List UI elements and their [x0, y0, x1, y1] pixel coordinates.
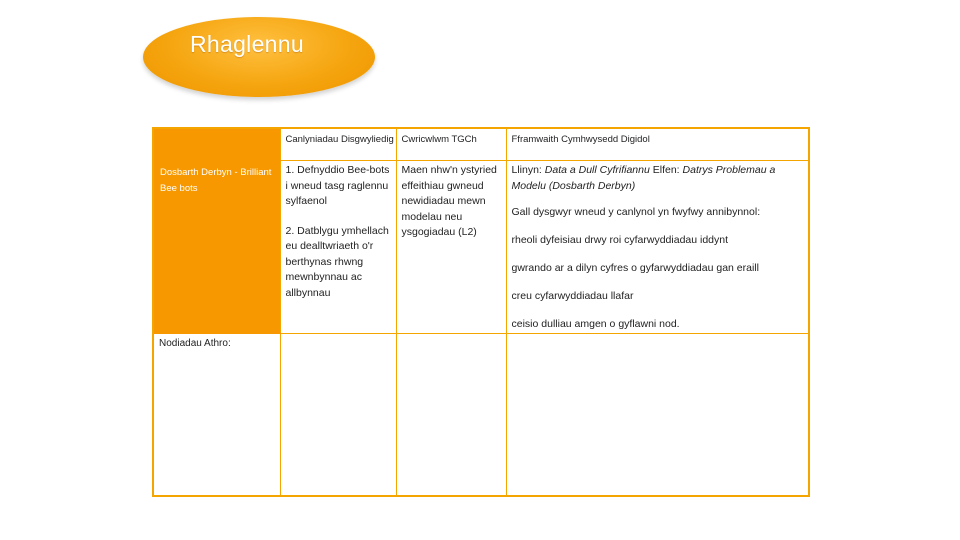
- lesson-plan-table: [152, 127, 810, 497]
- framework-line: ceisio dulliau amgen o gyflawni nod.: [511, 318, 680, 330]
- header-framework-cell: [506, 128, 809, 161]
- activity-cell: [153, 161, 280, 334]
- strand-prefix: Llinyn:: [511, 164, 545, 176]
- framework-line: rheoli dyfeisiau drwy roi cyfarwyddiadau iddynt: [511, 234, 729, 246]
- element-value: Datrys Problemau a Modelu (Dosbarth Derbyn): [511, 164, 776, 192]
- outcomes-list: [281, 161, 396, 301]
- curriculum-cell: [396, 161, 506, 334]
- curriculum-text: Maen nhw'n ystyried effeithiau gwneud newidiadau mewn modelau neu ysgogiadau (L2): [401, 164, 497, 238]
- header-curriculum: Cwricwlwm TGCh: [401, 134, 477, 145]
- header-framework: Fframwaith Cymhwysedd Digidol: [511, 134, 650, 145]
- notes-cell[interactable]: [506, 334, 809, 497]
- framework-cell: [506, 161, 809, 334]
- outcome-item: 2. Datblygu ymhellach eu dealltwriaeth o'r berthynas rhwng mewnbynnau ac allbynnau: [285, 224, 389, 299]
- framework-line: gwrando ar a dilyn cyfres o gyfarwyddiadau gan eraill: [511, 262, 759, 274]
- notes-cell[interactable]: [280, 334, 396, 497]
- framework-line: creu cyfarwyddiadau llafar: [511, 290, 634, 302]
- header-row: [153, 128, 809, 161]
- page-title: Rhaglennu: [190, 31, 304, 57]
- framework-strand: [507, 161, 809, 194]
- header-outcomes: Canlyniadau Disgwyliedig: [285, 134, 394, 145]
- notes-label-cell: [153, 334, 280, 497]
- content-row: [153, 161, 809, 334]
- notes-row: [153, 334, 809, 497]
- activity-label: Dosbarth Derbyn - Brilliant Bee bots: [160, 167, 272, 194]
- element-prefix: Elfen:: [649, 164, 683, 176]
- notes-label: Nodiadau Athro:: [159, 338, 231, 349]
- header-outcomes-cell: [280, 128, 396, 161]
- notes-cell[interactable]: [396, 334, 506, 497]
- outcomes-cell: [280, 161, 396, 334]
- header-curriculum-cell: [396, 128, 506, 161]
- framework-line: Gall dysgwyr wneud y canlynol yn fwyfwy annibynnol:: [511, 206, 761, 218]
- header-blank-cell: [153, 128, 280, 161]
- strand-value: Data a Dull Cyfrifiannu: [544, 164, 650, 176]
- outcome-item: 1. Defnyddio Bee-bots i wneud tasg raglennu sylfaenol: [285, 164, 390, 207]
